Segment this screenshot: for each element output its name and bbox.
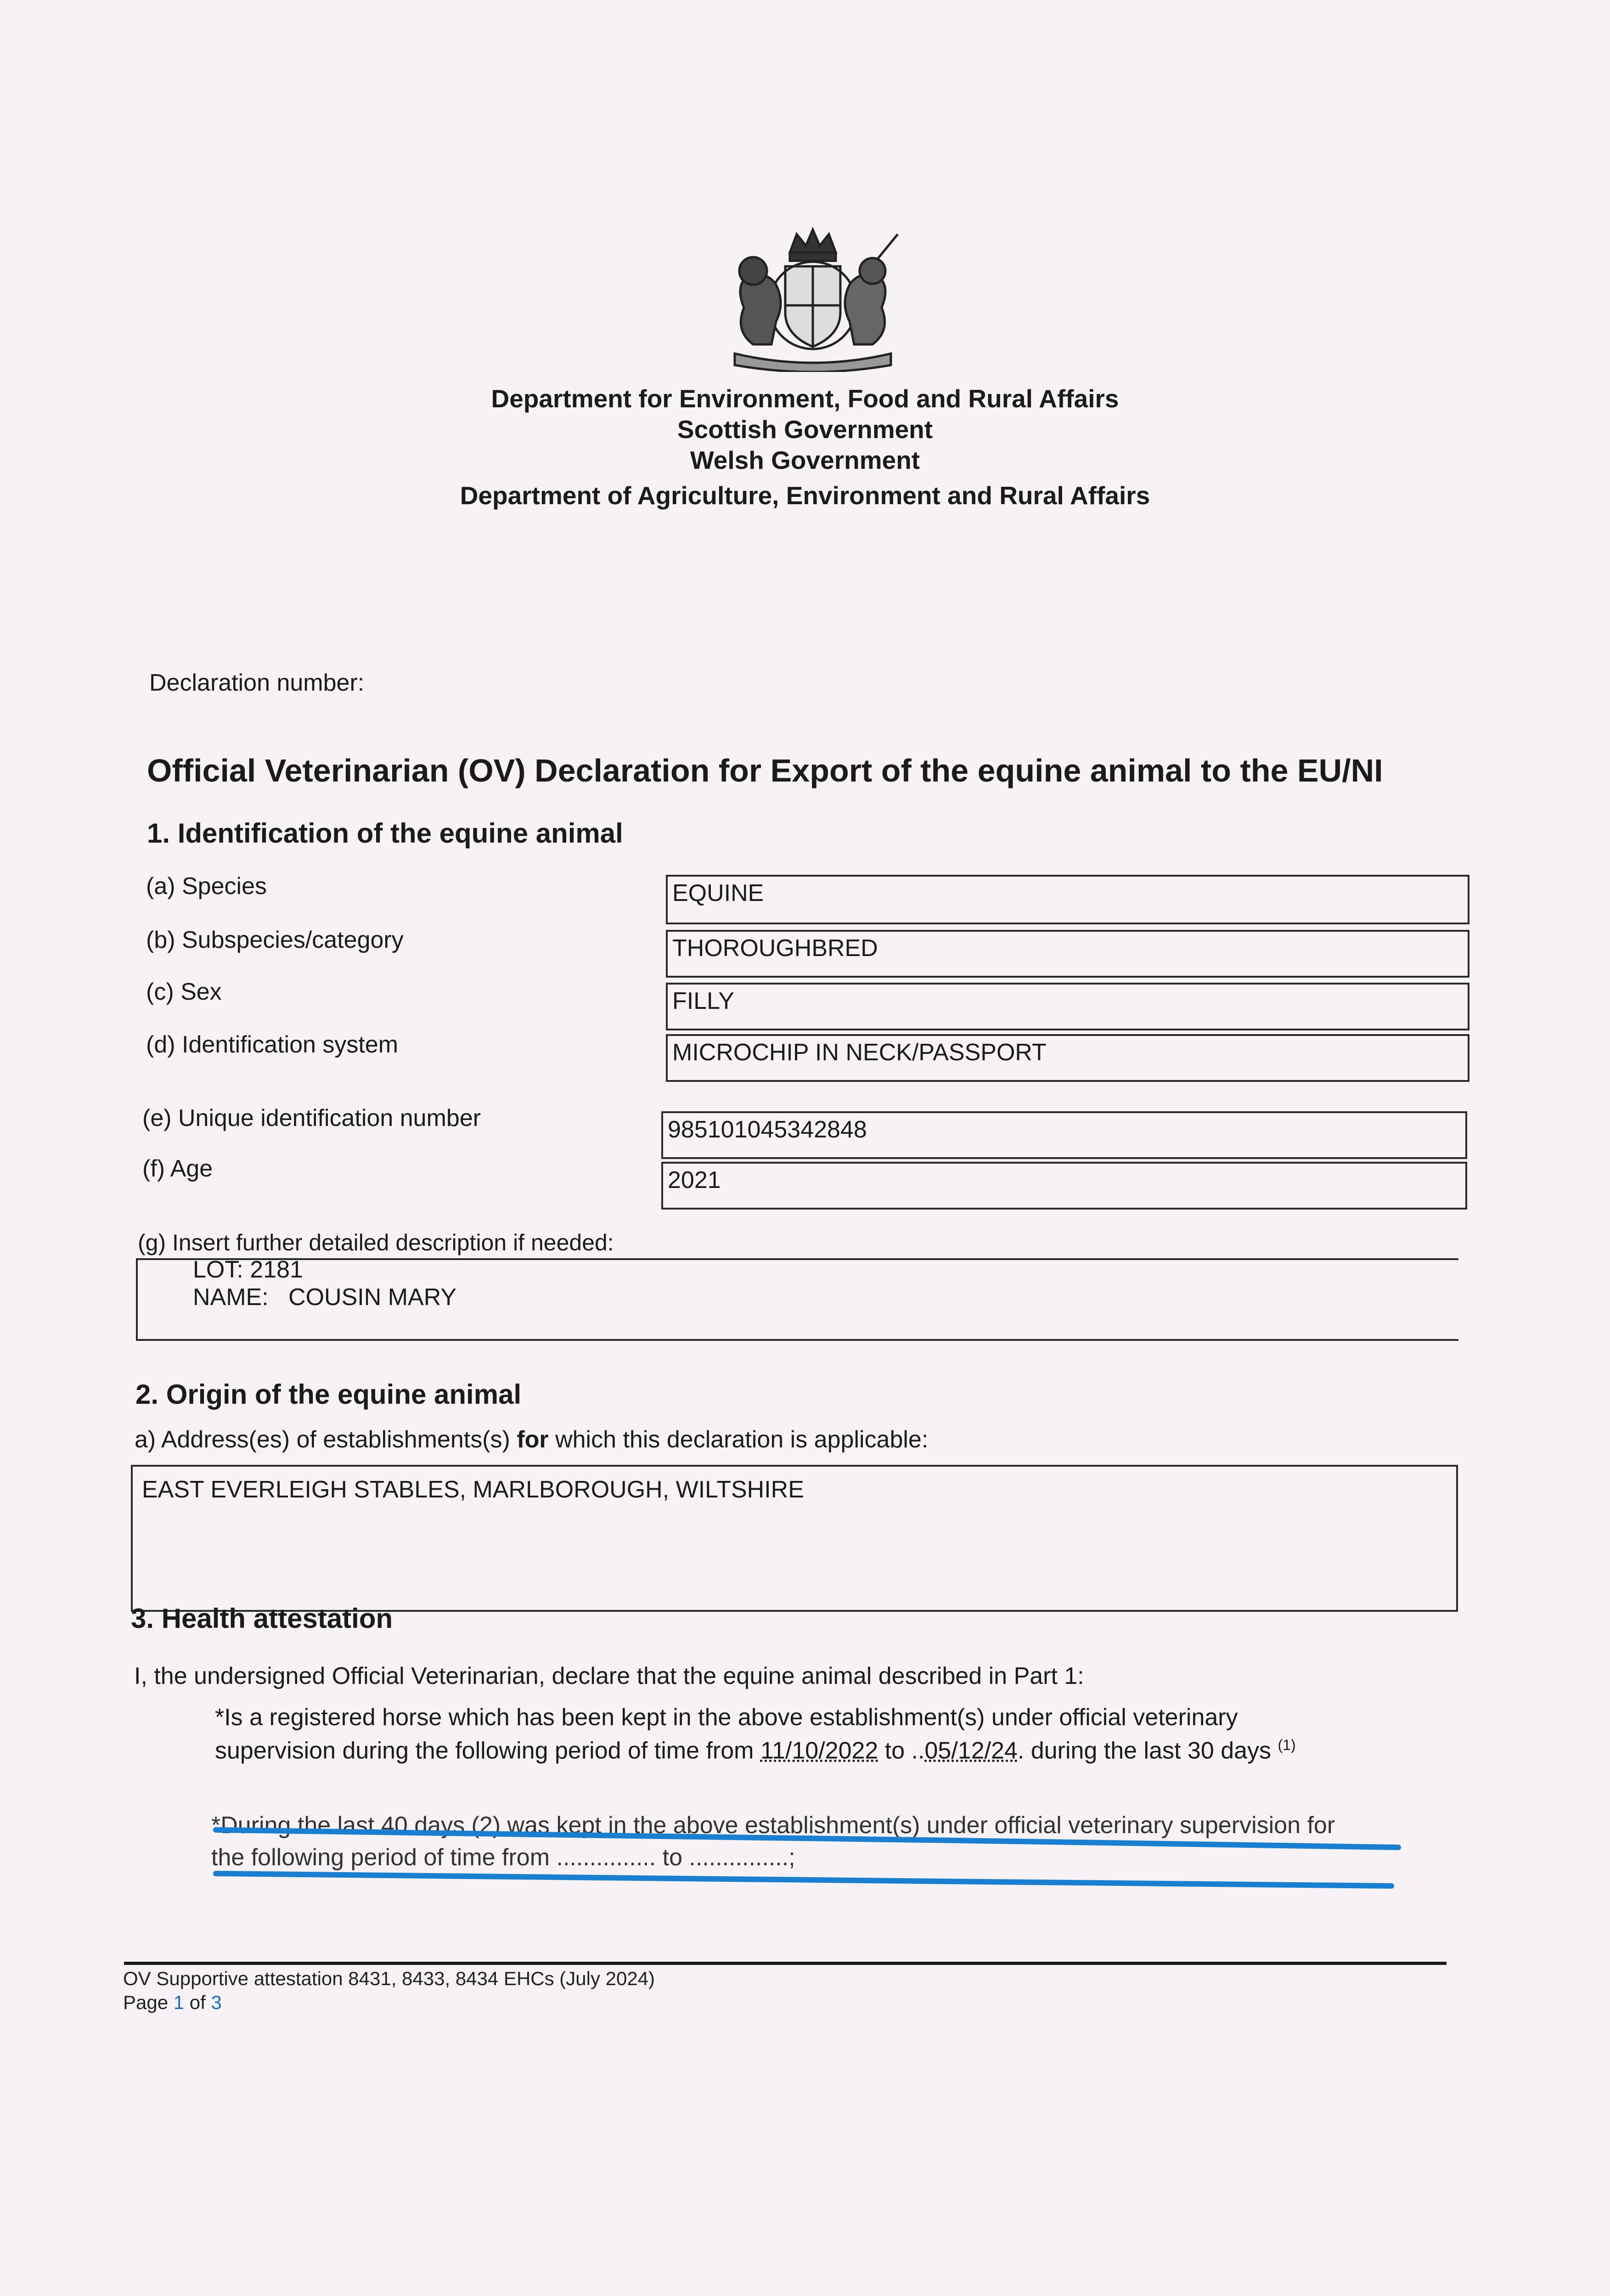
declaration-number-label: Declaration number: [149, 670, 365, 696]
address-label-bold: for [517, 1426, 549, 1453]
subspecies-label: (b) Subspecies/category [146, 927, 404, 953]
health-intro: I, the undersigned Official Veterinarian, declare that the equine animal described in Part 1: [134, 1663, 1084, 1689]
address-field: EAST EVERLEIGH STABLES, MARLBOROUGH, WILTSHIRE [131, 1465, 1458, 1612]
footer-divider [124, 1962, 1447, 1965]
department-name-wales: Welsh Government [690, 446, 920, 474]
footer-page-number [123, 1992, 222, 2014]
document-title: Official Veterinarian (OV) Declaration for Export of the equine animal to the EU/NI [147, 753, 1383, 788]
unique-id-label: (e) Unique identification number [142, 1105, 481, 1131]
page-current: 1 [173, 1992, 185, 2013]
department-name-defra: Department for Environment, Food and Rural Affairs [491, 384, 1119, 413]
department-name-scotland: Scottish Government [677, 415, 933, 444]
section-1-heading: 1. Identification of the equine animal [147, 818, 623, 849]
section-2-heading: 2. Origin of the equine animal [135, 1379, 522, 1410]
lot-line: LOT: 2181 [193, 1256, 303, 1283]
species-field: EQUINE [666, 875, 1469, 924]
page-prefix: Page [123, 1992, 174, 2013]
page-of: of [184, 1992, 211, 2013]
footer-attestation: OV Supportive attestation 8431, 8433, 8434 EHCs (July 2024) [123, 1968, 655, 1989]
further-description-label: (g) Insert further detailed description if needed: [138, 1230, 614, 1255]
attestation-line-2-b: to .. [878, 1737, 925, 1764]
address-label-prefix: a) Address(es) of establishments(s) [135, 1426, 517, 1453]
date-from: 11/10/2022 [760, 1737, 878, 1764]
page-total: 3 [211, 1992, 222, 2013]
date-to: 05/12/24 [924, 1737, 1018, 1764]
identification-system-label: (d) Identification system [146, 1031, 399, 1058]
sex-label: (c) Sex [146, 979, 222, 1005]
species-label: (a) Species [146, 873, 267, 900]
age-field: 2021 [661, 1162, 1467, 1210]
section-3-heading: 3. Health attestation [131, 1603, 393, 1634]
attestation-line-2-c: . during the last 30 days [1017, 1737, 1278, 1764]
attestation-line-1: *Is a registered horse which has been kept in the above establishment(s) under official veterinary [215, 1704, 1238, 1731]
department-name-daera: Department of Agriculture, Environment and Rural Affairs [460, 481, 1150, 510]
unique-id-field: 985101045342848 [661, 1111, 1467, 1159]
struck-line-1: *During the last 40 days (2) was kept in the above establishment(s) under official veterinary supervision for [211, 1812, 1335, 1839]
age-label: (f) Age [142, 1155, 213, 1182]
subspecies-field: THOROUGHBRED [666, 930, 1469, 978]
struck-line-2: the following period of time from ............... to ...............; [211, 1844, 795, 1871]
attestation-line-2-a: supervision during the following period of time from [215, 1737, 760, 1764]
identification-system-field: MICROCHIP IN NECK/PASSPORT [666, 1034, 1469, 1082]
name-line: NAME: COUSIN MARY [193, 1284, 457, 1311]
sex-field: FILLY [666, 983, 1469, 1030]
footnote-ref-1: (1) [1278, 1737, 1296, 1753]
address-label-suffix: which this declaration is applicable: [548, 1426, 929, 1453]
